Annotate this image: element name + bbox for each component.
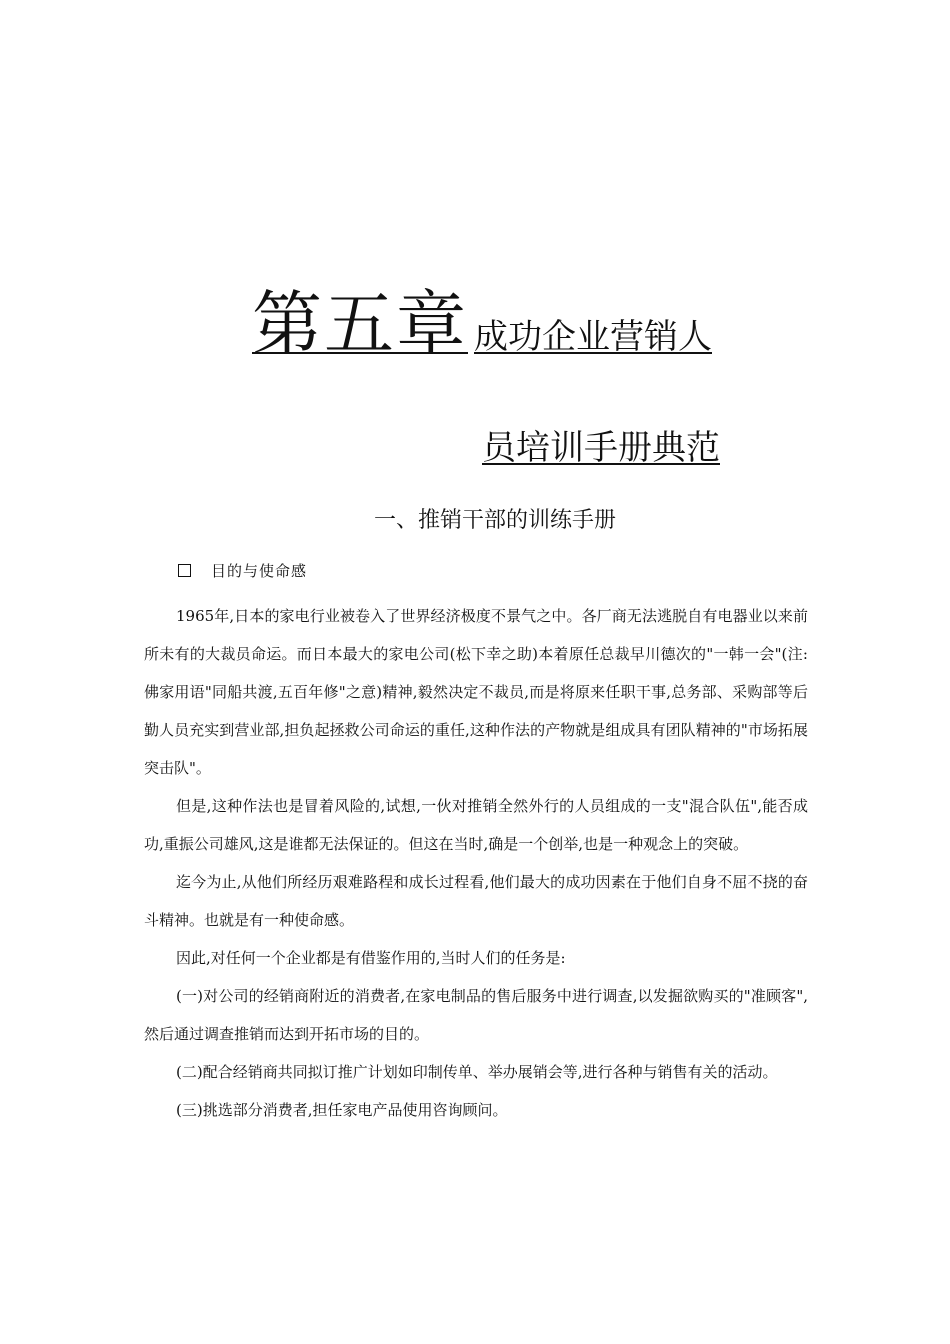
paragraph: 因此,对任何一个企业都是有借鉴作用的,当时人们的任务是: bbox=[176, 949, 566, 967]
paragraph: 1965年,日本的家电行业被卷入了世界经济极度不景气之中。各厂商无法逃脱自有电器业以来前所未有的大裁员命运。而日本最大的家电公司(松下幸之助)本着原任总裁早川德次的"一韩一会"(注:佛家用语"同船共渡,五百年修"之意)精神,毅然决定不裁员,而是将原来任职干事,总务部、采购部等后勤人员充实到营业部,担负起拯救公司命运的重任,这种作法的产物就是组成具有团队精神的"市场拓展突击队"。 bbox=[144, 607, 808, 777]
sub-heading-label: 目的与使命感 bbox=[211, 562, 308, 580]
paragraph: (一)对公司的经销商附近的消费者,在家电制品的售后服务中进行调查,以发掘欲购买的"准顾客",然后通过调查推销而达到开拓市场的目的。 bbox=[144, 987, 808, 1043]
chapter-title-line1 bbox=[252, 268, 742, 365]
chapter-number: 第五章 bbox=[252, 283, 468, 365]
paragraph: (三)挑选部分消费者,担任家电产品使用咨询顾问。 bbox=[176, 1101, 508, 1119]
paragraph: (二)配合经销商共同拟订推广计划如印制传单、举办展销会等,进行各种与销售有关的活动。 bbox=[176, 1063, 778, 1081]
chapter-title-part1: 成功企业营销人 bbox=[474, 317, 712, 357]
section-heading: 一、推销干部的训练手册 bbox=[373, 508, 616, 533]
body-text bbox=[144, 597, 808, 1129]
paragraph: 迄今为止,从他们所经历艰难路程和成长过程看,他们最大的成功因素在于他们自身不屈不挠的奋斗精神。也就是有一种使命感。 bbox=[144, 873, 808, 929]
paragraph: 但是,这种作法也是冒着风险的,试想,一伙对推销全然外行的人员组成的一支"混合队伍",能否成功,重振公司雄风,这是谁都无法保证的。但这在当时,确是一个创举,也是一种观念上的突破。 bbox=[144, 797, 808, 853]
checkbox-bullet-icon bbox=[178, 564, 191, 577]
chapter-title-part2: 员培训手册典范 bbox=[482, 428, 720, 468]
sub-heading bbox=[178, 560, 307, 581]
